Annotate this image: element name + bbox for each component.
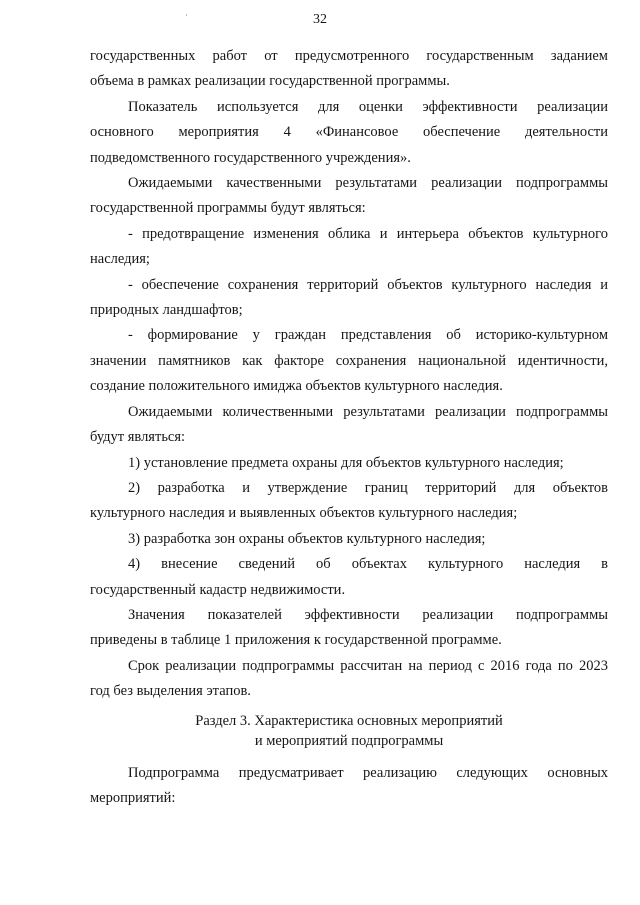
text-line: создание положительного имиджа объектов культурного наследия. (90, 378, 503, 395)
section-heading-line: и мероприятий подпрограммы (254, 732, 444, 749)
paragraph-quantitative-results (90, 400, 608, 451)
list-item-qualitative (90, 273, 608, 324)
text-line: будут являться: (90, 429, 186, 446)
text-line: государственный кадастр недвижимости. (90, 581, 346, 598)
section-heading (90, 711, 608, 751)
text-line: основного мероприятия 4 «Финансовое обеспечение деятельности (90, 124, 608, 141)
text-line: объема в рамках реализации государственной программы. (90, 73, 450, 90)
paragraph-qualitative-results (90, 171, 608, 222)
paragraph-indicator-values (90, 603, 608, 654)
text-line: Ожидаемыми качественными результатами реализации подпрограммы (128, 175, 608, 192)
text-line: - формирование у граждан представления об историко-культурном (128, 327, 608, 344)
text-line: 2) разработка и утверждение границ территорий для объектов (128, 479, 608, 496)
text-line: Подпрограмма предусматривает реализацию следующих основных (128, 764, 608, 781)
text-line: подведомственного государственного учреждения». (90, 149, 411, 166)
text-line: - обеспечение сохранения территорий объектов культурного наследия и (128, 276, 608, 293)
text-line: Ожидаемыми количественными результатами реализации подпрограммы (128, 403, 608, 420)
list-item-qualitative (90, 323, 608, 399)
text-line: Срок реализации подпрограммы рассчитан на период с 2016 года по 2023 (128, 657, 608, 674)
text-line: Показатель используется для оценки эффективности реализации (128, 98, 608, 115)
paragraph-main-activities (90, 761, 608, 812)
text-line: - предотвращение изменения облика и интерьера объектов культурного (128, 225, 608, 242)
document-body (90, 44, 608, 811)
page-number: 32 (313, 12, 327, 27)
list-item-quantitative (90, 527, 608, 552)
text-line: год без выделения этапов. (90, 683, 251, 700)
section-heading-line: Раздел 3. Характеристика основных мероприятий (195, 712, 503, 729)
text-line: государственной программы будут являться: (90, 200, 366, 217)
paragraph-continuation (90, 44, 608, 95)
list-item-quantitative (90, 451, 608, 476)
paragraph-implementation-period (90, 654, 608, 705)
text-line: 4) внесение сведений об объектах культурного наследия в (128, 556, 608, 573)
paragraph-indicator (90, 95, 608, 171)
text-line: 3) разработка зон охраны объектов культурного наследия; (128, 530, 486, 547)
text-line: значении памятников как факторе сохранения национальной идентичности, (90, 352, 608, 369)
text-line: природных ландшафтов; (90, 302, 243, 319)
list-item-quantitative (90, 552, 608, 603)
text-line: государственных работ от предусмотренного государственным заданием (90, 48, 608, 64)
text-line: мероприятий: (90, 789, 176, 806)
text-line: Значения показателей эффективности реализации подпрограммы (128, 606, 608, 623)
text-line: наследия; (90, 251, 150, 268)
text-line: культурного наследия и выявленных объектов культурного наследия; (90, 505, 518, 522)
text-line: 1) установление предмета охраны для объектов культурного наследия; (128, 454, 564, 471)
list-item-qualitative (90, 222, 608, 273)
list-item-quantitative (90, 476, 608, 527)
text-line: приведены в таблице 1 приложения к государственной программе. (90, 632, 502, 649)
